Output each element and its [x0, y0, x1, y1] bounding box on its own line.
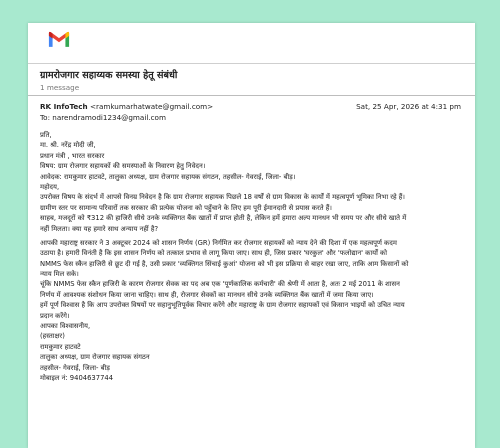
body-line: (हस्ताक्षर): [40, 332, 65, 341]
body-line: चूंकि NMMS फेस स्कैन हाजिरी के कारण रोजगार सेवक का पद अब एक 'पूर्णकालिक कर्मचारी' की श्रेणी में आता है, अतः 2 मई 2011 के शासन: [40, 280, 400, 289]
email-subject: ग्रामरोजगार सहाय्यक समस्या हेतू संबंधी: [40, 70, 178, 81]
body-line: न्याय मिल सके।: [40, 270, 79, 279]
body-line: विषय: ग्राम रोजगार सहायकों की समस्याओं के निवारण हेतु निवेदन।: [40, 162, 206, 171]
body-line: प्रदान करेंगे।: [40, 311, 70, 320]
recipient: To: narendramodi1234@gmail.com: [40, 113, 166, 122]
body-line: उठाया है। हमारी विनंती है कि इस शासन निर्णय को तत्काल प्रभाव से लागू किया जाए। साथ ही, जिस प्रकार 'घरकुल' और 'फलोद्यान' कार्यों को: [40, 249, 388, 258]
message-count: 1 message: [40, 83, 80, 92]
body-line: प्रधान मंत्री , भारत सरकार: [40, 151, 105, 160]
body-line: हमें पूर्ण विश्वास है कि आप उपरोक्त विषयों पर सहानुभूतिपूर्वक विचार करेंगे और महाराष्ट्र के ग्राम रोजगार सहायकों एवं किसान भाइयों को उचित न्याय: [40, 301, 405, 310]
body-line: ग्रामीण स्तर पर सामान्य परिवारों तक सरकार की प्रत्येक योजना को पहुँचाने के लिए हम पूरी ईमानदारी से प्रयास करते हैं।: [40, 203, 332, 212]
gmail-logo-icon: [48, 31, 70, 48]
body-line: तहसील- गेवराई, जिला- बीड़: [40, 363, 110, 372]
body-line: नहीं मिलता। क्या यह हमारे साथ अन्याय नहीं है?: [40, 224, 159, 233]
body-line: तालुका अध्यक्ष, ग्राम रोजगार सहायक संगठन: [40, 353, 150, 362]
sender-name: RK InfoTech: [40, 102, 88, 111]
body-line: प्रति,: [40, 131, 52, 139]
body-line: आपका विश्वासनीय,: [40, 322, 91, 331]
header-divider: [28, 63, 475, 64]
body-line: साहब, मजदूरों को ₹312 की हाजिरी सीधे उनके व्यक्तिगत बैंक खातों में प्राप्त होती है, लेकिन हमें हमारा अल्प मानधन भी समय पर और सीधे खाते में: [40, 214, 407, 223]
email-body: [40, 130, 465, 383]
body-line: रामकुमार हाटवटे: [40, 342, 81, 351]
body-line: आपकी महाराष्ट्र सरकार ने 3 अक्टूबर 2024 को शासन निर्णय (GR) निर्गमित कर रोजगार सहायकों को न्याय देने की दिशा में एक महत्वपूर्ण कदम: [40, 238, 397, 247]
body-line: मा. श्री. नरेंद्र मोदी जी,: [40, 141, 96, 150]
subject-divider: [28, 95, 475, 96]
email-date: Sat, 25 Apr, 2026 at 4:31 pm: [356, 102, 461, 111]
body-line: आवेदक: रामकुमार हाटवटे, तालुका अध्यक्ष, ग्राम रोजगार सहायक संगठन, तहसील- गेवराई, जिला- बीड़।: [40, 172, 296, 181]
body-line: महोदय,: [40, 182, 60, 191]
sender: [40, 102, 213, 111]
body-line: NMMS फेस स्कैन हाजिरी से छूट दी गई है, उसी प्रकार 'व्यक्तिगत सिंचाई कुआं' योजना को भी इस प्रक्रिया से बाहर रखा जाए, ताकि आम किसानों को: [40, 259, 409, 268]
email-card: [28, 23, 475, 448]
body-line: उपरोक्त विषय के संदर्भ में आपसे विनम्र निवेदन है कि ग्राम रोजगार सहायक पिछले 18 वर्षों से ग्राम विकास के कार्यों में महत्वपूर्ण भूमिका निभा रहे हैं।: [40, 193, 405, 202]
body-line: मोबाइल नं: 9404637744: [40, 373, 114, 382]
sender-email[interactable]: <ramkumarhatwate@gmail.com>: [89, 102, 214, 111]
body-line: निर्णय में आवश्यक संशोधन किया जाना चाहिए। साथ ही, रोजगार सेवकों का मानधन सीधे उनके व्यक्तिगत बैंक खातों में जमा किया जाए।: [40, 290, 374, 299]
